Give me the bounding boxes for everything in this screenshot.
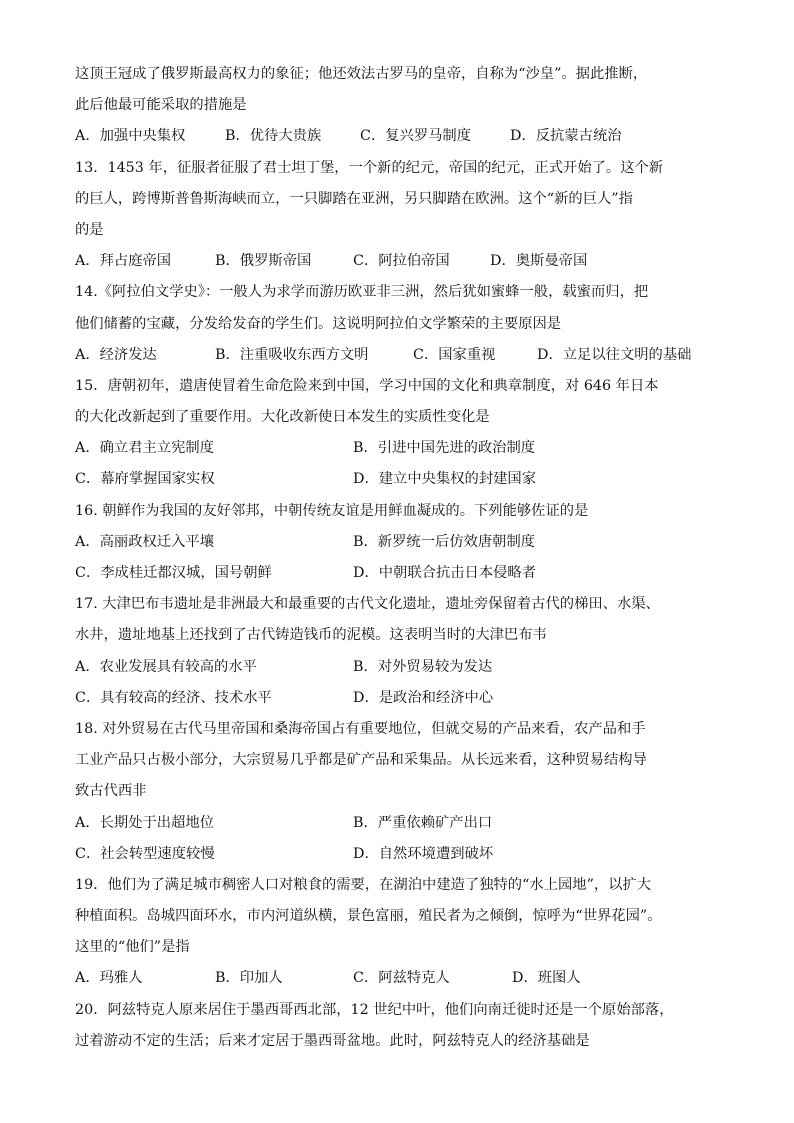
question-stem-line: 18. 对外贸易在古代马里帝国和桑海帝国占有重要地位，但就交易的产品来看，农产品和手 — [75, 720, 646, 737]
option-b[interactable]: B．新罗统一后仿效唐朝制度 — [353, 533, 536, 550]
question-15 — [75, 375, 735, 500]
option-c[interactable]: C．国家重视 — [413, 346, 496, 363]
question-stem-line: 17. 大津巴布韦遗址是非洲最大和最重要的古代文化遗址，遗址旁保留着古代的梯田、水渠、 — [75, 596, 660, 613]
question-stem-line: 16. 朝鲜作为我国的友好邻邦，中朝传统友谊是用鲜血凝成的。下列能够佐证的是 — [75, 502, 589, 519]
option-a[interactable]: A．确立君主立宪制度 — [75, 440, 214, 457]
option-a[interactable]: A．长期处于出超地位 — [75, 814, 214, 831]
question-stem-line: 种植面积。岛城四面环水，市内河道纵横，景色富丽，殖民者为之倾倒，惊呼为“世界花园”。 — [75, 908, 662, 925]
option-d[interactable]: D．建立中央集权的封建国家 — [353, 471, 537, 488]
question-stem-line: 20．阿兹特克人原来居住于墨西哥西北部，12 世纪中叶，他们向南迁徙时还是一个原始部落， — [75, 1001, 674, 1018]
options-row — [75, 344, 735, 375]
option-c[interactable]: C．阿拉伯帝国 — [353, 253, 450, 270]
option-b[interactable]: B．印加人 — [215, 970, 283, 987]
option-c[interactable]: C．李成桂迁都汉城，国号朝鲜 — [75, 565, 272, 581]
option-c[interactable]: C．复兴罗马制度 — [360, 128, 472, 145]
option-d[interactable]: D．立足以往文明的基础 — [537, 346, 692, 363]
option-c[interactable]: C．具有较高的经济、技术水平 — [75, 689, 272, 706]
option-a[interactable]: A．经济发达 — [75, 346, 157, 363]
option-a[interactable]: A．玛雅人 — [75, 970, 143, 987]
question-20 — [75, 999, 735, 1061]
question-list — [75, 63, 735, 1061]
options-row — [75, 812, 735, 843]
question-stem-line: 水井，遗址地基上还找到了古代铸造钱币的泥模。这表明当时的大津巴布韦 — [75, 627, 547, 644]
option-d[interactable]: D．自然环境遭到破坏 — [353, 845, 494, 862]
option-b[interactable]: B．俄罗斯帝国 — [215, 253, 312, 270]
options-row — [75, 656, 735, 687]
option-d[interactable]: D．班图人 — [512, 970, 581, 987]
option-d[interactable]: D．是政治和经济中心 — [353, 689, 494, 706]
option-b[interactable]: B．注重吸收东西方文明 — [215, 346, 369, 363]
question-stem-line: 的大化改新起到了重要作用。大化改新使日本发生的实质性变化是 — [75, 409, 490, 426]
question-stem-line: 15．唐朝初年，遣唐使冒着生命危险来到中国，学习中国的文化和典章制度，对 646 年日本 — [75, 377, 659, 394]
option-c[interactable]: C．幕府掌握国家实权 — [75, 471, 215, 488]
question-14 — [75, 281, 735, 375]
option-b[interactable]: B．严重依赖矿产出口 — [353, 814, 493, 831]
options-row — [75, 531, 735, 562]
option-d[interactable]: D．奥斯曼帝国 — [490, 253, 588, 270]
question-stem-line: 这顶王冠成了俄罗斯最高权力的象征；他还效法古罗马的皇帝，自称为“沙皇”。据此推断， — [75, 66, 648, 82]
question-stem-line: 的巨人，跨博斯普鲁斯海峡而立，一只脚踏在亚洲，另只脚踏在欧洲。这个“新的巨人”指 — [75, 190, 633, 207]
option-b[interactable]: B．优待大贵族 — [225, 128, 322, 145]
option-c[interactable]: C．阿兹特克人 — [353, 970, 450, 987]
options-row — [75, 843, 735, 874]
question-stem-line: 此后他最可能采取的措施是 — [75, 97, 247, 114]
options-row — [75, 967, 735, 998]
options-row — [75, 687, 735, 718]
option-d[interactable]: D．反抗蒙古统治 — [510, 128, 622, 145]
options-row — [75, 562, 735, 593]
question-17 — [75, 593, 735, 718]
question-stem-line: 13．1453 年，征服者征服了君士坦丁堡，一个新的纪元，帝国的纪元，正式开始了。这个新 — [75, 159, 664, 176]
question-16 — [75, 500, 735, 594]
option-a[interactable]: A．农业发展具有较高的水平 — [75, 658, 257, 675]
options-row — [75, 250, 735, 281]
question-12 — [75, 63, 735, 157]
options-row — [75, 468, 735, 499]
question-19 — [75, 874, 735, 999]
option-d[interactable]: D．中朝联合抗击日本侵略者 — [353, 565, 537, 581]
option-a[interactable]: A．加强中央集权 — [75, 128, 186, 145]
option-b[interactable]: B．对外贸易较为发达 — [353, 658, 493, 675]
question-stem-line: 致古代西非 — [75, 783, 147, 800]
question-stem-line: 他们储蓄的宝藏，分发给发奋的学生们。这说明阿拉伯文学繁荣的主要原因是 — [75, 315, 562, 332]
question-stem-line: 工业产品只占极小部分，大宗贸易几乎都是矿产品和采集品。从长远来看，这种贸易结构导 — [75, 752, 647, 769]
option-b[interactable]: B．引进中国先进的政治制度 — [353, 440, 536, 457]
option-a[interactable]: A．高丽政权迁入平壤 — [75, 533, 214, 550]
question-stem-line: 过着游动不定的生活；后来才定居于墨西哥盆地。此时，阿兹特克人的经济基础是 — [75, 1032, 590, 1049]
question-18 — [75, 718, 735, 874]
option-c[interactable]: C．社会转型速度较慢 — [75, 845, 215, 862]
question-stem-line: 的是 — [75, 221, 104, 238]
question-13 — [75, 157, 735, 282]
question-stem-line: 这里的“他们”是指 — [75, 939, 190, 956]
question-stem-line: 19．他们为了满足城市稠密人口对粮食的需要，在湖泊中建造了独特的“水上园地”，以扩大 — [75, 876, 652, 893]
question-stem-line: 14.《阿拉伯文学史》：一般人为求学而游历欧亚非三洲，然后犹如蜜蜂一般，载蜜而归，把 — [75, 284, 649, 301]
options-row — [75, 125, 735, 156]
option-a[interactable]: A．拜占庭帝国 — [75, 253, 172, 270]
options-row — [75, 437, 735, 468]
